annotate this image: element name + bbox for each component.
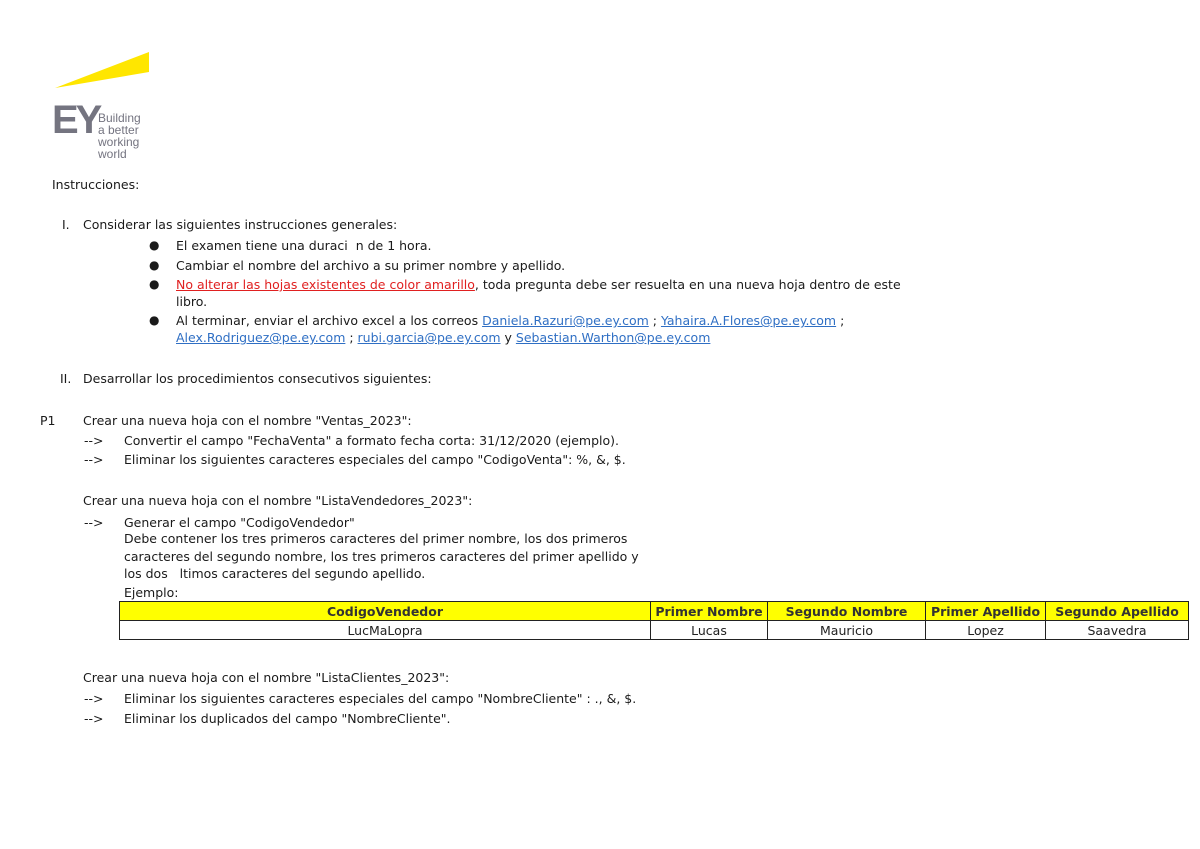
task-2-item: Generar el campo "CodigoVendedor"	[124, 515, 355, 530]
bullet-icon: ●	[149, 238, 160, 252]
arrow-icon: -->	[84, 515, 104, 530]
warning-text: No alterar las hojas existentes de color amarillo	[176, 277, 475, 292]
column-header: Primer Nombre	[651, 602, 768, 621]
arrow-icon: -->	[84, 452, 104, 467]
task-2-desc-line-2: caracteres del segundo nombre, los tres primeros caracteres del primer apellido y	[124, 549, 639, 564]
table-cell: Lucas	[651, 621, 768, 640]
bullet-icon: ●	[149, 258, 160, 272]
task-1-item-2: Eliminar los siguientes caracteres especiales del campo "CodigoVenta": %, &, $.	[124, 452, 626, 467]
table-cell: Mauricio	[768, 621, 926, 640]
column-header: CodigoVendedor	[120, 602, 651, 621]
task-2-desc-line-3: los dos ltimos caracteres del segundo apellido.	[124, 566, 426, 581]
arrow-icon: -->	[84, 711, 104, 726]
email-link-rubi[interactable]: rubi.garcia@pe.ey.com	[357, 330, 501, 345]
column-header: Segundo Apellido	[1046, 602, 1189, 621]
bullet-duration: El examen tiene una duraci n de 1 hora.	[176, 238, 432, 253]
table-row	[120, 621, 1189, 640]
task-1-item-1: Convertir el campo "FechaVenta" a formato fecha corta: 31/12/2020 (ejemplo).	[124, 433, 620, 448]
warning-rest: , toda pregunta debe ser resuelta en una nueva hoja dentro de este	[474, 277, 901, 292]
arrow-icon: -->	[84, 433, 104, 448]
section-1-marker: I.	[62, 217, 70, 232]
arrow-icon: -->	[84, 691, 104, 706]
column-header: Segundo Nombre	[768, 602, 926, 621]
logo-accent-bar	[55, 50, 155, 90]
task-2-desc-line-1: Debe contener los tres primeros caracteres del primer nombre, los dos primeros	[124, 531, 628, 546]
table-cell: Lopez	[926, 621, 1046, 640]
logo-mark: EY	[52, 98, 100, 142]
bullet-emails: Al terminar, enviar el archivo excel a los correos Daniela.Razuri@pe.ey.com ; Yahaira.A.Flores@pe.ey.com ;	[176, 313, 845, 328]
section-2-marker: II.	[60, 371, 72, 386]
section-2-title: Desarrollar los procedimientos consecutivos siguientes:	[83, 371, 432, 386]
column-header: Primer Apellido	[926, 602, 1046, 621]
task-3-title: Crear una nueva hoja con el nombre "ListaClientes_2023":	[83, 670, 450, 685]
email-link-alex[interactable]: Alex.Rodriguez@pe.ey.com	[176, 330, 346, 345]
p1-label: P1	[40, 413, 56, 428]
bullet-icon: ●	[149, 313, 160, 327]
email-link-daniela[interactable]: Daniela.Razuri@pe.ey.com	[482, 313, 649, 328]
bullet-emails-line2: Alex.Rodriguez@pe.ey.com ; rubi.garcia@pe.ey.com y Sebastian.Warthon@pe.ey.com	[176, 330, 711, 345]
bullet-warning	[176, 277, 901, 292]
section-1-title: Considerar las siguientes instrucciones generales:	[83, 217, 398, 232]
table-cell: Saavedra	[1046, 621, 1189, 640]
warning-rest-line2: libro.	[176, 294, 208, 309]
table-header-row	[120, 602, 1189, 621]
email-link-sebastian[interactable]: Sebastian.Warthon@pe.ey.com	[515, 330, 711, 345]
task-2-title: Crear una nueva hoja con el nombre "ListaVendedores_2023":	[83, 493, 473, 508]
task-1-title: Crear una nueva hoja con el nombre "Ventas_2023":	[83, 413, 412, 428]
email-link-yahaira[interactable]: Yahaira.A.Flores@pe.ey.com	[660, 313, 837, 328]
instructions-heading: Instrucciones:	[52, 177, 140, 192]
example-table	[119, 601, 1189, 640]
task-3-item-1: Eliminar los siguientes caracteres especiales del campo "NombreCliente" : ., &, $.	[124, 691, 637, 706]
example-label: Ejemplo:	[124, 585, 179, 600]
task-3-item-2: Eliminar los duplicados del campo "NombreCliente".	[124, 711, 451, 726]
table-cell: LucMaLopra	[120, 621, 651, 640]
bullet-icon: ●	[149, 277, 160, 291]
bullet-rename: Cambiar el nombre del archivo a su primer nombre y apellido.	[176, 258, 566, 273]
logo-tagline: Building a better working world	[98, 111, 141, 161]
